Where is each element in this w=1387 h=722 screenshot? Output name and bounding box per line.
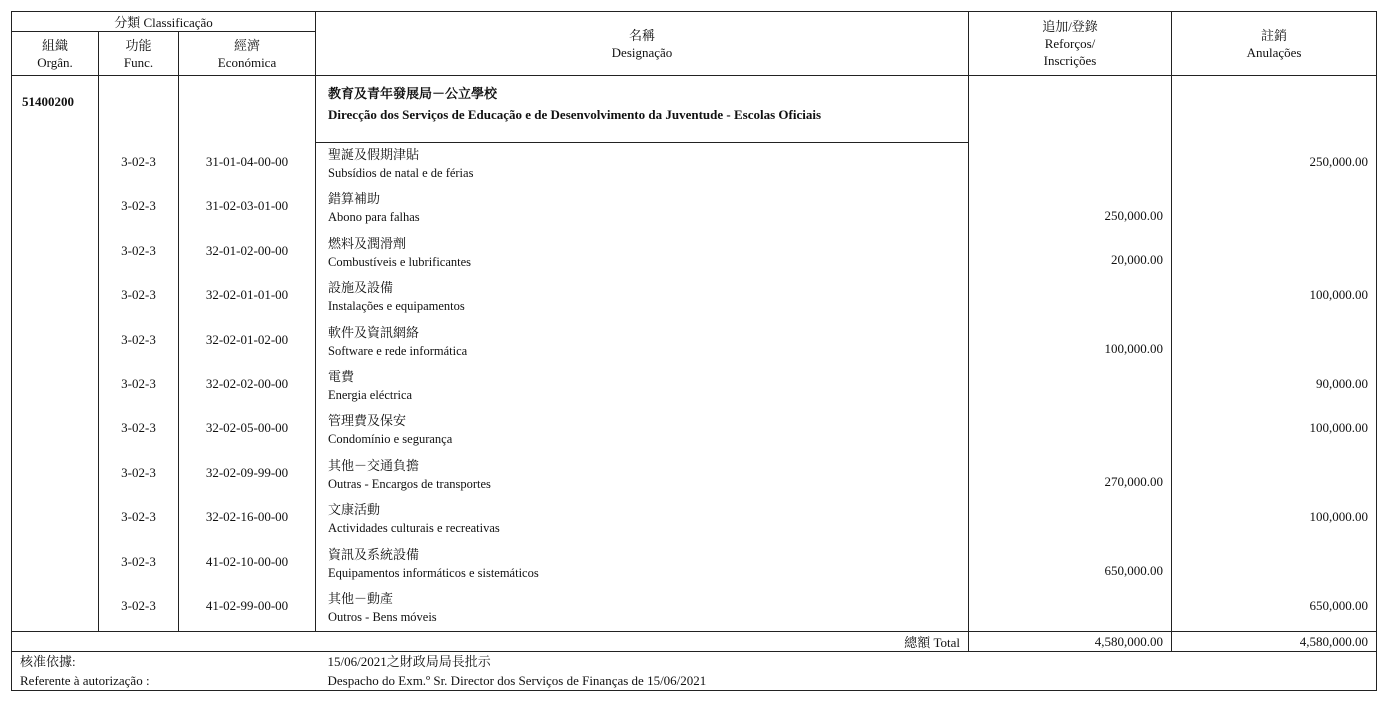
line-item-cancellation <box>1172 317 1376 361</box>
line-item-reinforcement <box>969 405 1171 449</box>
entity-spacer <box>99 76 178 139</box>
line-item-designation: 其他－動產 Outros - Bens móveis <box>328 590 437 624</box>
line-item-functional: 3-02-3 <box>121 198 156 214</box>
line-item-designation: 電費 Energia eléctrica <box>328 368 413 402</box>
line-item-economic: 31-02-03-01-00 <box>205 198 289 214</box>
cancellations-header: 註銷 Anulações <box>1172 12 1377 76</box>
line-item-reinforcement: 650,000.00 <box>1104 562 1163 578</box>
authorization-label: 核准依據: Referente à autorização : <box>12 652 316 691</box>
line-item-cancellation: 650,000.00 <box>1309 597 1368 613</box>
total-label: 總額 Total <box>12 632 969 652</box>
line-item-designation: 文康活動 Actividades culturais e recreativas <box>328 502 500 536</box>
designation-column <box>316 143 969 632</box>
entity-row <box>12 76 1377 143</box>
line-item-cancellation: 100,000.00 <box>1309 420 1368 436</box>
line-item-functional: 3-02-3 <box>121 331 156 347</box>
total-reinforcements: 4,580,000.00 <box>969 632 1172 652</box>
line-item-functional: 3-02-3 <box>121 242 156 258</box>
line-item-reinforcement <box>969 583 1171 627</box>
entity-name-pt: Direcção dos Serviços de Educação e de Desenvolvimento da Juventude - Escolas Oficiais <box>328 107 822 122</box>
line-item-functional: 3-02-3 <box>121 154 156 169</box>
economic-header: 經濟 Económica <box>179 32 316 76</box>
entity-spacer <box>969 76 1171 139</box>
line-item-reinforcement: 100,000.00 <box>1104 340 1163 356</box>
line-item-economic: 32-02-16-00-00 <box>205 509 289 525</box>
line-item-cancellation: 250,000.00 <box>1309 154 1368 169</box>
line-item-cancellation <box>1172 539 1376 583</box>
line-item-designation: 管理費及保安 Condomínio e segurança <box>328 413 453 447</box>
line-item-reinforcement: 270,000.00 <box>1104 474 1163 490</box>
line-item-reinforcement: 250,000.00 <box>1104 207 1163 223</box>
line-item-designation: 設施及設備 Instalações e equipamentos <box>328 280 465 314</box>
line-item-reinforcement <box>969 494 1171 538</box>
authorization-text: 15/06/2021之財政局局長批示 Despacho do Exm.º Sr. Director dos Serviços de Finanças de 15/06/2021 <box>316 652 1377 691</box>
cancellations-column <box>1172 76 1377 632</box>
line-item-reinforcement <box>969 139 1171 183</box>
line-item-designation: 錯算補助 Abono para falhas <box>328 191 420 225</box>
line-item-economic: 32-02-01-01-00 <box>205 287 289 303</box>
line-item-economic: 32-02-05-00-00 <box>205 420 289 436</box>
line-item-cancellation <box>1172 228 1376 272</box>
line-item-functional: 3-02-3 <box>121 597 156 613</box>
line-item-economic: 32-02-02-00-00 <box>205 375 289 391</box>
line-item-economic: 41-02-99-00-00 <box>205 597 289 613</box>
line-item-reinforcement <box>969 361 1171 405</box>
line-item-cancellation: 90,000.00 <box>1316 375 1368 391</box>
line-item-economic: 32-02-01-02-00 <box>205 331 289 347</box>
entity-name <box>316 76 969 143</box>
functional-column <box>99 76 179 632</box>
line-item-reinforcement: 20,000.00 <box>1111 252 1163 268</box>
line-item-economic: 41-02-10-00-00 <box>205 553 289 569</box>
organic-code-cell <box>12 76 99 632</box>
functional-header: 功能 Func. <box>99 32 179 76</box>
classification-header: 分類 Classificação <box>12 12 316 32</box>
reinforcements-column <box>969 76 1172 632</box>
line-item-economic: 32-01-02-00-00 <box>205 242 289 258</box>
line-item-reinforcement <box>969 272 1171 316</box>
line-item-economic: 31-01-04-00-00 <box>205 154 289 169</box>
line-item-designation: 軟件及資訊網絡 Software e rede informática <box>328 324 468 358</box>
budget-table <box>11 11 1377 691</box>
entity-spacer <box>1172 76 1376 139</box>
line-item-designation: 燃料及潤滑劑 Combustíveis e lubrificantes <box>328 235 472 269</box>
line-item-cancellation <box>1172 183 1376 227</box>
line-item-economic: 32-02-09-99-00 <box>205 464 289 480</box>
organic-code: 51400200 <box>22 94 74 109</box>
line-item-functional: 3-02-3 <box>121 287 156 303</box>
line-item-cancellation: 100,000.00 <box>1309 287 1368 303</box>
reinforcements-header: 追加/登錄 Reforços/ Inscrições <box>969 12 1172 76</box>
line-item-functional: 3-02-3 <box>121 553 156 569</box>
line-item-functional: 3-02-3 <box>121 464 156 480</box>
line-item-cancellation <box>1172 450 1376 494</box>
line-item-cancellation: 100,000.00 <box>1309 509 1368 525</box>
entity-name-zh: 教育及青年發展局－公立學校 <box>328 86 498 101</box>
total-cancellations: 4,580,000.00 <box>1172 632 1377 652</box>
organic-header: 組織 Orgân. <box>12 32 99 76</box>
line-item-functional: 3-02-3 <box>121 509 156 525</box>
line-item-designation: 其他－交通負擔 Outras - Encargos de transportes <box>328 457 491 491</box>
line-item-designation: 資訊及系統設備 Equipamentos informáticos e sistemáticos <box>328 546 539 580</box>
line-item-functional: 3-02-3 <box>121 420 156 436</box>
economic-column <box>179 76 316 632</box>
line-item-designation: 聖誕及假期津貼 Subsídios de natal e de férias <box>328 147 474 180</box>
designation-header: 名稱 Designação <box>316 12 969 76</box>
entity-spacer <box>179 76 315 139</box>
line-item-functional: 3-02-3 <box>121 375 156 391</box>
